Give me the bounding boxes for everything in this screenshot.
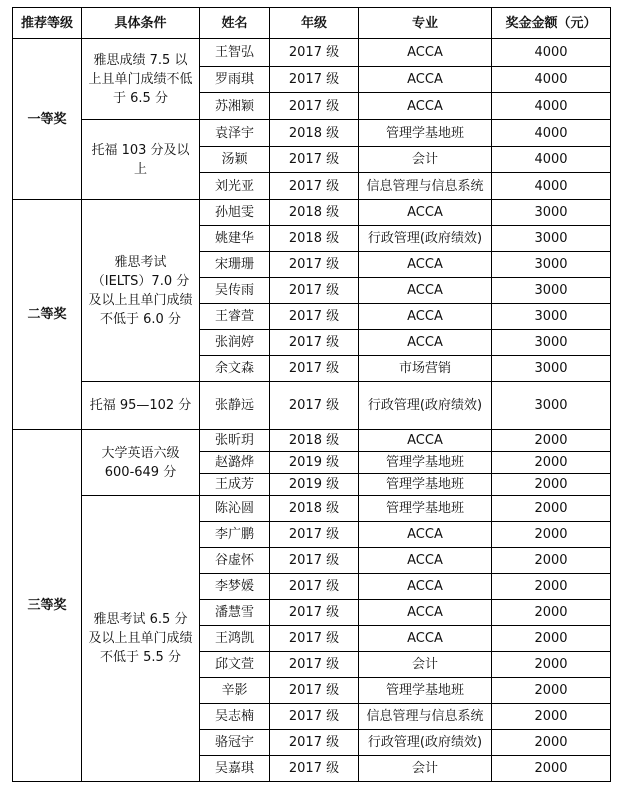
student-name-cell: 李广鹏 <box>200 522 270 548</box>
grade-cell: 2017 级 <box>270 304 359 330</box>
student-name-cell: 姚建华 <box>200 226 270 252</box>
student-name-cell: 赵潞烨 <box>200 452 270 474</box>
grade-cell: 2017 级 <box>270 67 359 93</box>
major-cell: ACCA <box>359 200 492 226</box>
student-name-cell: 罗雨琪 <box>200 67 270 93</box>
student-name-cell: 王智弘 <box>200 39 270 67</box>
student-name-cell: 袁泽宇 <box>200 120 270 147</box>
major-cell: 管理学基地班 <box>359 678 492 704</box>
condition-cell: 雅思成绩 7.5 以上且单门成绩不低于 6.5 分 <box>82 39 200 120</box>
amount-cell: 4000 <box>492 147 611 173</box>
student-name-cell: 王鸿凯 <box>200 626 270 652</box>
major-cell: ACCA <box>359 278 492 304</box>
student-name-cell: 王成芳 <box>200 474 270 496</box>
student-name-cell: 刘光亚 <box>200 173 270 200</box>
table-row <box>13 120 611 147</box>
amount-cell: 2000 <box>492 704 611 730</box>
grade-cell: 2017 级 <box>270 574 359 600</box>
award-list-document <box>12 7 610 782</box>
grade-cell: 2018 级 <box>270 120 359 147</box>
major-cell: ACCA <box>359 600 492 626</box>
header-row <box>13 8 611 39</box>
student-name-cell: 苏湘颖 <box>200 93 270 120</box>
major-cell: 管理学基地班 <box>359 474 492 496</box>
student-name-cell: 辛影 <box>200 678 270 704</box>
table-row <box>13 496 611 522</box>
award-level-cell: 一等奖 <box>13 39 82 200</box>
major-cell: 行政管理(政府绩效) <box>359 382 492 430</box>
major-cell: 行政管理(政府绩效) <box>359 226 492 252</box>
student-name-cell: 宋珊珊 <box>200 252 270 278</box>
grade-cell: 2018 级 <box>270 430 359 452</box>
grade-cell: 2019 级 <box>270 474 359 496</box>
student-name-cell: 张昕玥 <box>200 430 270 452</box>
major-cell: ACCA <box>359 574 492 600</box>
grade-cell: 2017 级 <box>270 382 359 430</box>
header-condition: 具体条件 <box>82 8 200 39</box>
header-amount: 奖金金额（元） <box>492 8 611 39</box>
student-name-cell: 余文森 <box>200 356 270 382</box>
award-table-body <box>13 39 611 782</box>
grade-cell: 2018 级 <box>270 226 359 252</box>
header-level: 推荐等级 <box>13 8 82 39</box>
major-cell: ACCA <box>359 430 492 452</box>
student-name-cell: 骆冠宇 <box>200 730 270 756</box>
major-cell: 市场营销 <box>359 356 492 382</box>
student-name-cell: 潘慧雪 <box>200 600 270 626</box>
student-name-cell: 李梦媛 <box>200 574 270 600</box>
amount-cell: 3000 <box>492 226 611 252</box>
major-cell: 管理学基地班 <box>359 452 492 474</box>
amount-cell: 2000 <box>492 652 611 678</box>
student-name-cell: 张润婷 <box>200 330 270 356</box>
amount-cell: 2000 <box>492 522 611 548</box>
table-row <box>13 39 611 67</box>
amount-cell: 2000 <box>492 452 611 474</box>
major-cell: 会计 <box>359 652 492 678</box>
grade-cell: 2017 级 <box>270 330 359 356</box>
header-major: 专业 <box>359 8 492 39</box>
amount-cell: 3000 <box>492 200 611 226</box>
amount-cell: 3000 <box>492 330 611 356</box>
amount-cell: 2000 <box>492 756 611 782</box>
major-cell: ACCA <box>359 93 492 120</box>
header-grade: 年级 <box>270 8 359 39</box>
major-cell: 会计 <box>359 756 492 782</box>
amount-cell: 2000 <box>492 548 611 574</box>
grade-cell: 2017 级 <box>270 147 359 173</box>
student-name-cell: 王睿萱 <box>200 304 270 330</box>
condition-cell: 雅思考试（IELTS）7.0 分及以上且单门成绩不低于 6.0 分 <box>82 200 200 382</box>
amount-cell: 4000 <box>492 39 611 67</box>
student-name-cell: 吴传雨 <box>200 278 270 304</box>
condition-cell: 托福 95—102 分 <box>82 382 200 430</box>
grade-cell: 2017 级 <box>270 730 359 756</box>
amount-cell: 2000 <box>492 474 611 496</box>
grade-cell: 2017 级 <box>270 522 359 548</box>
amount-cell: 4000 <box>492 173 611 200</box>
grade-cell: 2017 级 <box>270 356 359 382</box>
grade-cell: 2017 级 <box>270 756 359 782</box>
student-name-cell: 张静远 <box>200 382 270 430</box>
major-cell: 信息管理与信息系统 <box>359 173 492 200</box>
grade-cell: 2017 级 <box>270 678 359 704</box>
grade-cell: 2017 级 <box>270 93 359 120</box>
grade-cell: 2019 级 <box>270 452 359 474</box>
grade-cell: 2017 级 <box>270 652 359 678</box>
amount-cell: 4000 <box>492 120 611 147</box>
amount-cell: 2000 <box>492 600 611 626</box>
major-cell: ACCA <box>359 304 492 330</box>
amount-cell: 2000 <box>492 430 611 452</box>
student-name-cell: 邱文萱 <box>200 652 270 678</box>
amount-cell: 4000 <box>492 67 611 93</box>
major-cell: 会计 <box>359 147 492 173</box>
major-cell: 管理学基地班 <box>359 120 492 147</box>
grade-cell: 2017 级 <box>270 548 359 574</box>
award-level-cell: 二等奖 <box>13 200 82 430</box>
amount-cell: 3000 <box>492 278 611 304</box>
condition-cell: 托福 103 分及以上 <box>82 120 200 200</box>
major-cell: 管理学基地班 <box>359 496 492 522</box>
amount-cell: 2000 <box>492 626 611 652</box>
major-cell: 行政管理(政府绩效) <box>359 730 492 756</box>
grade-cell: 2017 级 <box>270 252 359 278</box>
major-cell: ACCA <box>359 67 492 93</box>
major-cell: ACCA <box>359 626 492 652</box>
grade-cell: 2018 级 <box>270 200 359 226</box>
major-cell: ACCA <box>359 522 492 548</box>
grade-cell: 2017 级 <box>270 39 359 67</box>
grade-cell: 2018 级 <box>270 496 359 522</box>
table-row <box>13 200 611 226</box>
grade-cell: 2017 级 <box>270 626 359 652</box>
major-cell: ACCA <box>359 548 492 574</box>
student-name-cell: 谷虚怀 <box>200 548 270 574</box>
condition-cell: 雅思考试 6.5 分及以上且单门成绩不低于 5.5 分 <box>82 496 200 782</box>
amount-cell: 3000 <box>492 252 611 278</box>
award-level-cell: 三等奖 <box>13 430 82 782</box>
amount-cell: 2000 <box>492 496 611 522</box>
amount-cell: 2000 <box>492 730 611 756</box>
student-name-cell: 汤颖 <box>200 147 270 173</box>
student-name-cell: 吴志楠 <box>200 704 270 730</box>
amount-cell: 3000 <box>492 382 611 430</box>
table-row <box>13 430 611 452</box>
major-cell: 信息管理与信息系统 <box>359 704 492 730</box>
student-name-cell: 陈沁圆 <box>200 496 270 522</box>
amount-cell: 2000 <box>492 574 611 600</box>
header-name: 姓名 <box>200 8 270 39</box>
major-cell: ACCA <box>359 252 492 278</box>
grade-cell: 2017 级 <box>270 278 359 304</box>
grade-cell: 2017 级 <box>270 600 359 626</box>
grade-cell: 2017 级 <box>270 704 359 730</box>
condition-cell: 大学英语六级 600-649 分 <box>82 430 200 496</box>
amount-cell: 3000 <box>492 356 611 382</box>
student-name-cell: 吴嘉琪 <box>200 756 270 782</box>
amount-cell: 2000 <box>492 678 611 704</box>
student-name-cell: 孙旭雯 <box>200 200 270 226</box>
award-table <box>12 7 611 782</box>
major-cell: ACCA <box>359 39 492 67</box>
grade-cell: 2017 级 <box>270 173 359 200</box>
amount-cell: 4000 <box>492 93 611 120</box>
amount-cell: 3000 <box>492 304 611 330</box>
major-cell: ACCA <box>359 330 492 356</box>
table-row <box>13 382 611 430</box>
